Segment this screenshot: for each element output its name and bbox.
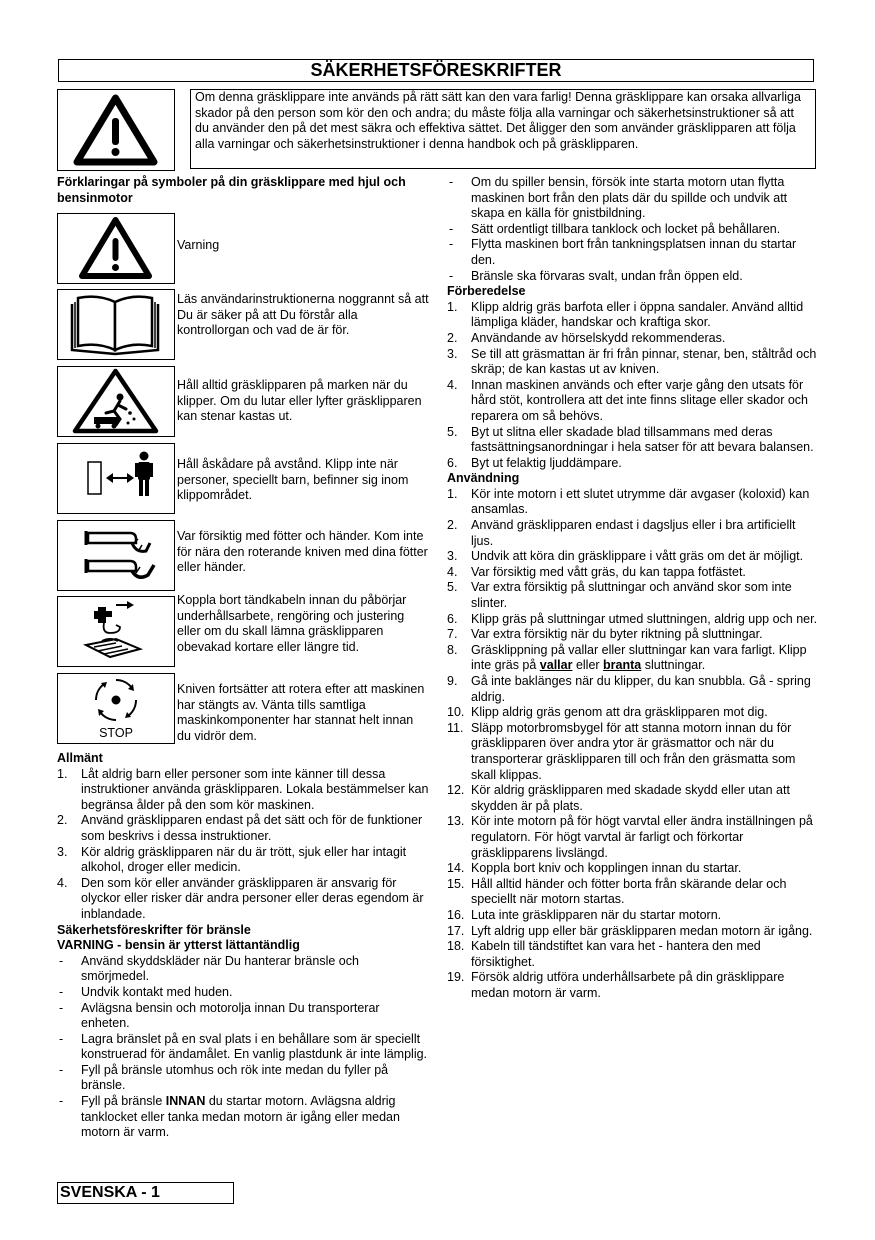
list-item: - Fyll på bränsle INNAN du startar motorn. Avlägsna aldrig tanklocket eller tanka medan motorn är igång eller medan motorn är varm.	[59, 1094, 400, 1140]
list-item: 17. Lyft aldrig upp eller bär gräsklipparen medan motorn är igång.	[447, 923, 813, 938]
page-footer: SVENSKA - 1	[57, 1182, 234, 1204]
keep-distance-icon	[58, 444, 173, 512]
symbol-text-thrown-objects: Håll alltid gräsklipparen på marken när du klipper. Om du lutar eller lyfter gräsklipparen kan stenar kastas ut.	[177, 378, 422, 424]
list-item: 16. Luta inte gräsklipparen när du startar motorn.	[447, 907, 722, 922]
list-item: 1. Kör inte motorn i ett slutet utrymme där avgaser (koloxid) kan ansamlas.	[447, 486, 810, 517]
left-column-lower	[57, 751, 429, 1141]
warning-triangle-icon	[58, 90, 173, 169]
list-item: 5. Var extra försiktig på sluttningar och använd skor som inte slinter.	[447, 580, 792, 611]
list-item: 3. Se till att gräsmattan är fri från pinnar, stenar, ben, ståltråd och skräp; de kan kastas ut av kniven.	[447, 346, 817, 377]
symbol-box-warning	[57, 213, 175, 284]
fuel-warning: VARNING - bensin är ytterst lättantändlig	[57, 938, 300, 953]
list-item: - Lagra bränslet på en sval plats i en behållare som är speciellt konstruerad för ändamålet. En vanlig plastdunk är inte lämplig.	[59, 1031, 428, 1062]
symbol-text-spark-plug: Koppla bort tändkabeln innan du påbörjar underhållsarbete, rengöring och justering eller om du skall lämna gräsklipparen obevakad kortare eller längre tid.	[177, 593, 407, 654]
page-title: SÄKERHETSFÖRESKRIFTER	[58, 59, 814, 82]
list-item: 18. Kabeln till tändstiftet kan vara het - hantera den med försiktighet.	[447, 939, 761, 969]
symbol-box-keep-distance	[57, 443, 175, 514]
symbol-text-keep-distance: Håll åskådare på avstånd. Klipp inte när personer, speciellt barn, befinner sig inom klippområdet.	[177, 457, 409, 503]
list-item: 2. Använd gräsklipparen endast på det sätt och för de funktioner som beskrivs i dessa instruktioner.	[57, 813, 423, 843]
list-item: - Sätt ordentligt tillbara tanklock och locket på behållaren.	[449, 221, 781, 236]
symbol-text-rotating-blade: Kniven fortsätter att rotera efter att maskinen har stängts av. Vänta tills samtliga maskinkomponenter har stannat helt innan du vidrör dem.	[177, 682, 425, 743]
left-column	[57, 175, 429, 206]
list-item: 12. Kör aldrig gräsklipparen med skadade skydd eller utan att skydden är på plats.	[447, 783, 790, 813]
symbol-box-manual	[57, 289, 175, 360]
intro-warning-icon-box	[57, 89, 175, 171]
symbol-box-rotating-blade	[57, 673, 175, 744]
rotating-blade-stop-icon	[58, 674, 173, 726]
symbol-text-hand-foot: Var försiktig med fötter och händer. Kom inte för nära den roterande kniven med dina fötter eller händer.	[177, 529, 428, 575]
thrown-objects-icon	[58, 367, 173, 435]
list-item: - Undvik kontakt med huden.	[59, 984, 233, 999]
symbol-text-warning: Varning	[177, 238, 220, 252]
list-item: 3. Kör aldrig gräsklipparen när du är trött, sjuk eller har intagit alkohol, droger eller medicin.	[57, 844, 407, 875]
symbol-box-hand-foot	[57, 520, 175, 591]
list-item: 4. Var försiktig med vått gräs, du kan tappa fotfästet.	[447, 564, 746, 579]
list-item: 4. Den som kör eller använder gräsklipparen är ansvarig för olyckor eller risker där andra personer eller deras egendom är inblandade.	[57, 875, 424, 921]
list-item: 13. Kör inte motorn på för högt varvtal eller ändra inställningen på regulatorn. För högt varvtal är farligt och förkortar gräsklipparens livslängd.	[447, 814, 813, 860]
right-column	[447, 175, 819, 1001]
list-item: - Avlägsna bensin och motorolja innan Du transporterar enheten.	[59, 1000, 380, 1031]
symbol-box-spark-plug	[57, 596, 175, 667]
list-item: 1. Klipp aldrig gräs barfota eller i öppna sandaler. Använd alltid lämpliga kläder, handskar och kraftiga skor.	[447, 299, 804, 330]
disconnect-spark-plug-icon	[58, 597, 173, 665]
list-item: 15. Håll alltid händer och fötter borta från skärande delar och speciellt när motorn startas.	[447, 876, 787, 907]
list-item: 8. Gräsklippning på vallar eller sluttningar kan vara farligt. Klipp inte gräs på vallar eller branta sluttningar.	[447, 642, 807, 673]
open-book-icon	[58, 290, 173, 358]
stop-label: STOP	[99, 726, 133, 740]
list-item: - Använd skyddskläder när Du hanterar bränsle och smörjmedel.	[59, 953, 359, 984]
list-item: 5. Byt ut slitna eller skadade blad tillsammans med deras fastsättningsanordningar i hela satser för att bevara balansen.	[447, 424, 814, 455]
general-heading: Allmänt	[57, 751, 103, 765]
list-item: 14. Koppla bort kniv och kopplingen innan du startar.	[447, 861, 742, 876]
hand-foot-blade-icon	[58, 521, 173, 589]
list-item: 6. Klipp gräs på sluttningar utmed sluttningen, aldrig upp och ner.	[447, 611, 818, 626]
list-item: 4. Innan maskinen används och efter varje gång den utsats för hård stöt, kontrollera att det inte finns slitage eller skador och reparera om så behövs.	[447, 377, 808, 423]
warning-triangle-icon	[58, 214, 173, 282]
symbols-heading: Förklaringar på symboler på din gräsklippare med hjul och bensinmotor	[57, 175, 406, 205]
list-item: 19. Försök aldrig utföra underhållsarbete på din gräsklippare medan motorn är varm.	[447, 970, 785, 1000]
list-item: - Bränsle ska förvaras svalt, undan från öppen eld.	[449, 268, 743, 283]
fuel-heading: Säkerhetsföreskrifter för bränsle	[57, 922, 251, 937]
list-item: 3. Undvik att köra din gräsklippare i vått gräs om det är möjligt.	[447, 549, 804, 564]
list-item: 1. Låt aldrig barn eller personer som inte känner till dessa instruktioner använda gräsklipparen. Lokala bestämmelser kan begränsa ålder på den som kör maskinen.	[57, 766, 429, 812]
list-item: 9. Gå inte baklänges när du klipper, du kan snubbla. Gå - spring aldrig.	[447, 674, 811, 704]
list-item: - Om du spiller bensin, försök inte starta motorn utan flytta maskinen bort från den plats där du spillde och undvik att skapa en källa för gnistbildning.	[449, 175, 788, 221]
symbol-box-thrown-objects	[57, 366, 175, 437]
list-item: - Fyll på bränsle utomhus och rök inte medan du fyller på bränsle.	[59, 1062, 389, 1093]
list-item: 2. Användande av hörselskydd rekommenderas.	[447, 330, 726, 345]
list-item: 11. Släpp motorbromsbygel för att stanna motorn innan du för gräsklipparen över andra ytor är gräsmattor och när du transporterar gräsklipparen till och från den gräsmatta som skall klippas.	[447, 720, 796, 782]
symbol-text-manual: Läs användarinstruktionerna noggrannt så att Du är säker på att Du förstår alla kontrollorgan och vad de är för.	[177, 292, 429, 338]
preparation-heading: Förberedelse	[447, 284, 526, 299]
usage-heading: Användning	[447, 471, 520, 486]
list-item: 6. Byt ut felaktig ljuddämpare.	[447, 455, 622, 470]
list-item: - Flytta maskinen bort från tankningsplatsen innan du startar den.	[449, 237, 797, 267]
list-item: 7. Var extra försiktig när du byter riktning på sluttningar.	[447, 627, 763, 642]
intro-text: Om denna gräsklippare inte används på rätt sätt kan den vara farlig! Denna gräsklippare kan orsaka allvarliga skador på den person som kör den och andra; du måste följa alla varningar och säkerhetsinstruktioner så att du använder den på det mest säkra och effektiva sättet. Det åligger den som använder gräsklipparen att följa alla varningar och säkerhetsinstruktioner i denna handbok och på gräsklipparen.	[190, 89, 816, 169]
list-item: 2. Använd gräsklipparen endast i dagsljus eller i bra artificiellt ljus.	[447, 518, 796, 548]
list-item: 10. Klipp aldrig gräs genom att dra gräsklipparen mot dig.	[447, 705, 768, 720]
